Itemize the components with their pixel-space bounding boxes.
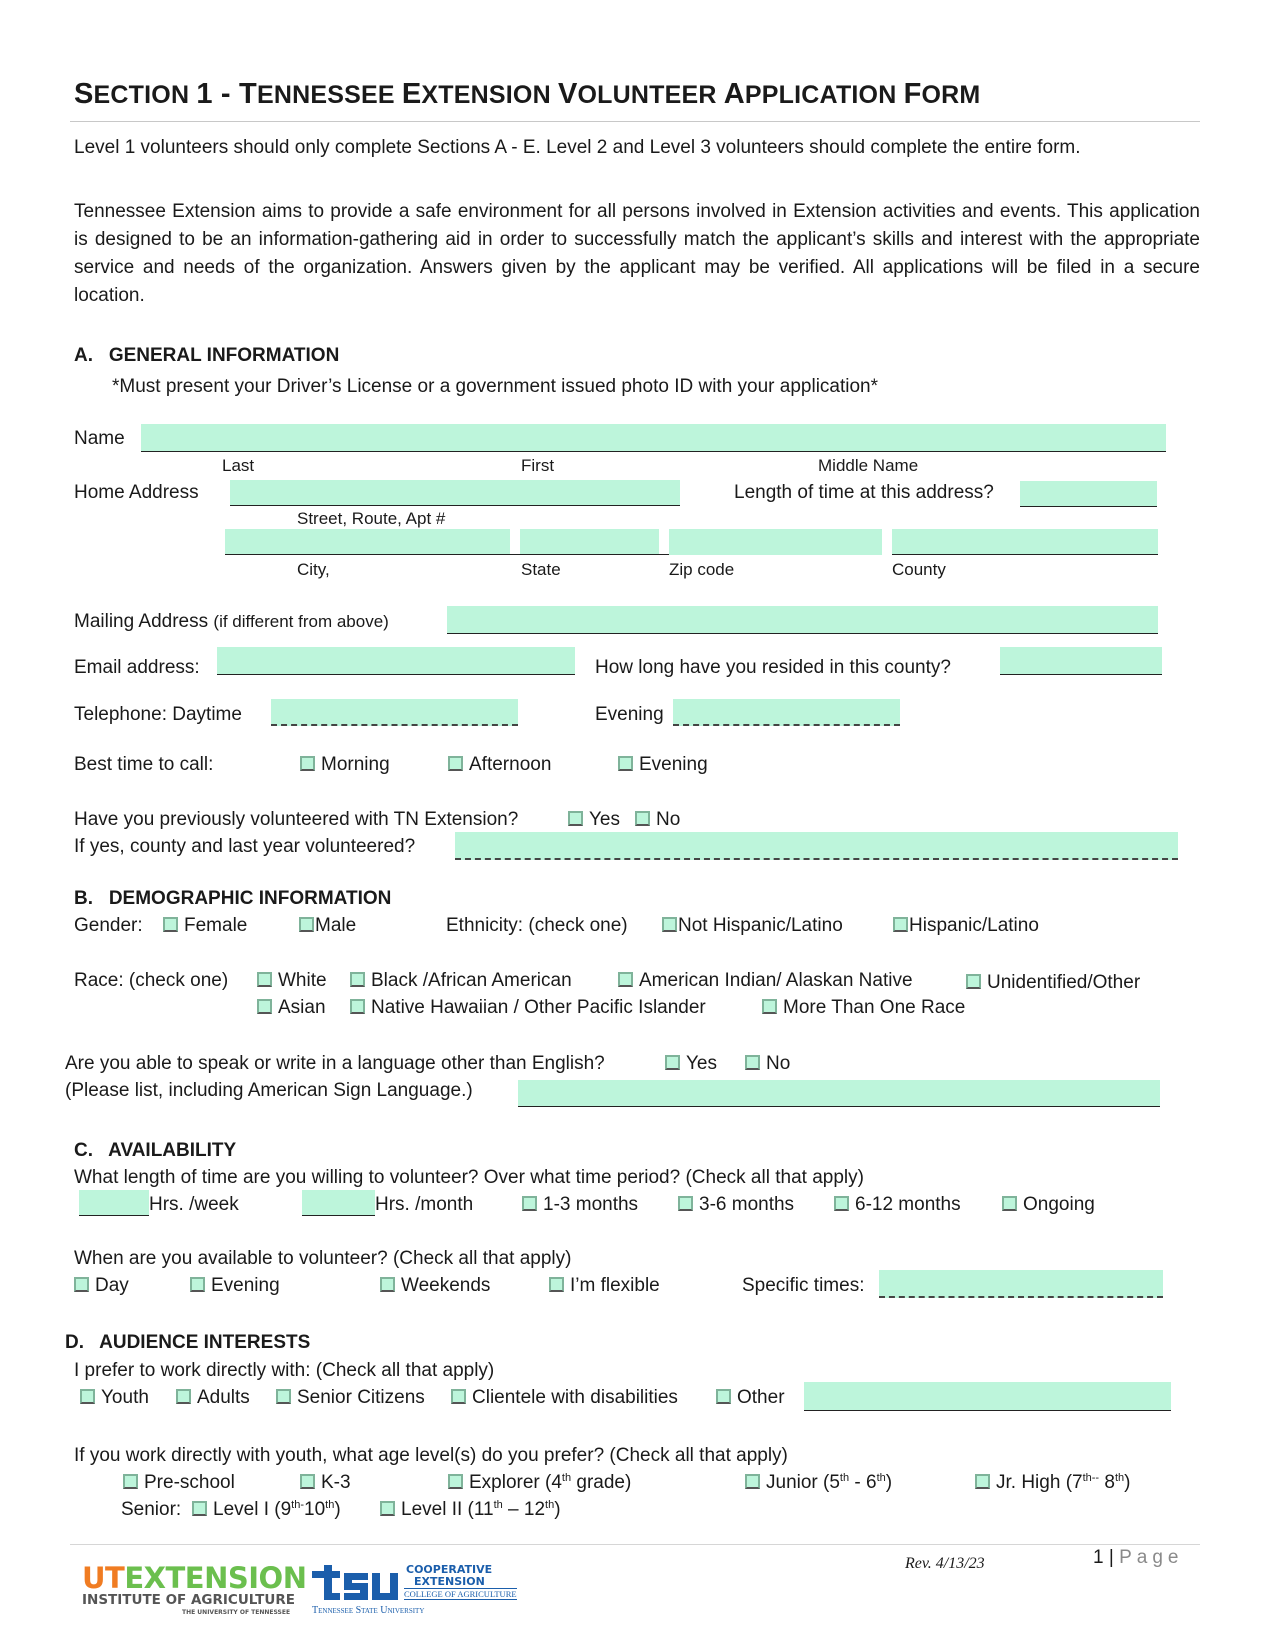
option-label: Morning: [321, 754, 390, 775]
option-label: Evening: [211, 1275, 280, 1296]
checkbox-icon: [618, 756, 633, 771]
option-label: Youth: [101, 1387, 149, 1408]
zip-sublabel: Zip code: [669, 560, 735, 579]
option-label: Yes: [589, 809, 620, 830]
ut-logo-institute: INSTITUTE OF AGRICULTURE: [82, 1592, 295, 1608]
section-a-heading: A. GENERAL INFORMATION: [74, 345, 340, 366]
specific-times-field[interactable]: [879, 1270, 1163, 1298]
checkbox-icon: [618, 972, 633, 987]
available-day-checkbox[interactable]: [74, 1275, 129, 1297]
option-label: 1-3 months: [543, 1194, 639, 1215]
checkbox-icon: [176, 1389, 191, 1404]
available-weekends-checkbox[interactable]: [380, 1275, 490, 1297]
intro-paragraph: Tennessee Extension aims to provide a safe environment for all persons involved in Extension activities and events. This application is designed to be an information-gathering aid in order to successfully match the applicant’s skills and interest with the appropriate service and needs of the organization. Answers given by the applicant may be verified. All applications will be filed in a secure location.: [74, 201, 1200, 306]
language-list-label: (Please list, including American Sign Language.): [65, 1080, 473, 1101]
section-c-heading: C. AVAILABILITY: [74, 1140, 237, 1161]
option-label: Jr. High ($7^{th--}$ 8th): [996, 1472, 1131, 1493]
title-divider: [70, 121, 1200, 122]
phone-evening-field[interactable]: [673, 699, 900, 726]
phone-daytime-label: Telephone: Daytime: [74, 704, 242, 725]
tsu-logo-mark: [310, 1563, 400, 1607]
option-label: Weekends: [401, 1275, 491, 1296]
ut-logo-university: THE UNIVERSITY OF TENNESSEE: [182, 1609, 291, 1616]
ethnicity-label: Ethnicity: (check one): [446, 915, 628, 936]
intro-level-note: Level 1 volunteers should only complete Sections A - E. Level 2 and Level 3 volunteers should complete the entire form.: [74, 137, 1081, 158]
option-label: Not Hispanic/Latino: [678, 915, 843, 936]
hours-per-month-label: Hrs. /month: [375, 1194, 474, 1215]
checkbox-icon: [74, 1277, 89, 1292]
checkbox-icon: [299, 917, 314, 932]
age-preschool-checkbox[interactable]: [123, 1472, 235, 1494]
language-yes-checkbox[interactable]: [665, 1053, 717, 1075]
mailing-note: (if different from above): [213, 612, 389, 631]
name-label: Name: [74, 428, 125, 449]
checkbox-icon: [163, 917, 178, 932]
checkbox-icon: [350, 999, 365, 1014]
revision-date: Rev. 4/13/23: [905, 1555, 985, 1572]
checkbox-icon: [451, 1389, 466, 1404]
prefer-work-question: I prefer to work directly with: (Check all that apply): [74, 1360, 495, 1381]
option-label: Junior (5th - 6th): [766, 1472, 893, 1493]
prefer-adults-checkbox[interactable]: [176, 1387, 250, 1409]
hours-per-week-field[interactable]: [79, 1190, 149, 1216]
period-6-12-months-checkbox[interactable]: [834, 1194, 961, 1216]
checkbox-icon: [834, 1196, 849, 1211]
prefer-youth-checkbox[interactable]: [80, 1387, 149, 1409]
phone-evening-label: Evening: [595, 704, 664, 725]
best-time-afternoon-checkbox[interactable]: [448, 754, 551, 776]
ut-logo-extension: EXTENSION: [124, 1561, 307, 1595]
checkbox-icon: [745, 1474, 760, 1489]
checkbox-icon: [380, 1501, 395, 1516]
street-field[interactable]: [230, 480, 680, 506]
option-label: Level II (11th – 12th): [401, 1499, 561, 1520]
field-gap: [510, 529, 520, 554]
checkbox-icon: [568, 811, 583, 826]
option-label: Adults: [197, 1387, 250, 1408]
gender-male-checkbox[interactable]: [299, 915, 356, 937]
availability-question: When are you available to volunteer? (Check all that apply): [74, 1248, 572, 1269]
period-1-3-months-checkbox[interactable]: [522, 1194, 638, 1216]
checkbox-icon: [549, 1277, 564, 1292]
checkbox-icon: [716, 1389, 731, 1404]
option-label: Pre-school: [144, 1472, 235, 1493]
previous-county-field[interactable]: [455, 832, 1178, 860]
option-label: No: [656, 809, 681, 830]
race-black-checkbox[interactable]: [350, 970, 572, 992]
tsu-logo-college: COLLEGE OF AGRICULTURE: [404, 1589, 517, 1599]
checkbox-icon: [662, 917, 677, 932]
checkbox-icon: [678, 1196, 693, 1211]
period-3-6-months-checkbox[interactable]: [678, 1194, 794, 1216]
option-label: Male: [315, 915, 357, 936]
gender-female-checkbox[interactable]: [163, 915, 247, 937]
checkbox-icon: [80, 1389, 95, 1404]
hours-per-month-field[interactable]: [302, 1190, 375, 1216]
checkbox-icon: [665, 1055, 680, 1070]
checkbox-icon: [380, 1277, 395, 1292]
section-b-heading: B. DEMOGRAPHIC INFORMATION: [74, 888, 392, 909]
option-label: Yes: [686, 1053, 717, 1074]
option-label: Unidentified/Other: [987, 972, 1141, 993]
option-label: Native Hawaiian / Other Pacific Islander: [371, 997, 706, 1018]
option-label: White: [278, 970, 327, 991]
page-number-value: 1: [1093, 1547, 1104, 1568]
ethnicity-hispanic-checkbox[interactable]: [893, 915, 1039, 937]
race-more-than-one-checkbox[interactable]: [762, 997, 965, 1019]
period-ongoing-checkbox[interactable]: [1002, 1194, 1095, 1216]
mailing-label-text: Mailing Address: [74, 611, 209, 632]
option-label: 3-6 months: [699, 1194, 795, 1215]
race-label: Race: (check one): [74, 970, 229, 991]
option-label: Female: [184, 915, 248, 936]
senior-label: Senior:: [121, 1499, 182, 1520]
mailing-address-field[interactable]: [447, 606, 1158, 634]
checkbox-icon: [192, 1501, 207, 1516]
resided-county-label: How long have you resided in this county?: [595, 657, 951, 678]
available-evening-checkbox[interactable]: [190, 1275, 280, 1297]
page-word: Page: [1119, 1547, 1184, 1568]
previous-volunteer-yes-checkbox[interactable]: [568, 809, 620, 831]
previous-county-label: If yes, county and last year volunteered?: [74, 836, 416, 857]
checkbox-icon: [448, 1474, 463, 1489]
gender-label: Gender:: [74, 915, 143, 936]
checkbox-icon: [745, 1055, 760, 1070]
senior-level-2-checkbox[interactable]: [380, 1499, 561, 1521]
previous-volunteer-no-checkbox[interactable]: [635, 809, 680, 831]
page-separator: |: [1103, 1547, 1120, 1568]
option-label: K-3: [321, 1472, 351, 1493]
checkbox-icon: [522, 1196, 537, 1211]
resided-county-field[interactable]: [1000, 647, 1162, 675]
option-label: More Than One Race: [783, 997, 966, 1018]
prefer-disabilities-checkbox[interactable]: [451, 1387, 678, 1409]
field-gap: [659, 529, 669, 554]
email-label: Email address:: [74, 657, 200, 678]
ut-extension-logo: [82, 1561, 307, 1616]
checkbox-icon: [123, 1474, 138, 1489]
option-label: Explorer (4th grade): [469, 1472, 632, 1493]
option-label: Hispanic/Latino: [909, 915, 1039, 936]
length-at-address-field[interactable]: [1020, 481, 1157, 507]
best-time-morning-checkbox[interactable]: [300, 754, 390, 776]
checkbox-icon: [448, 756, 463, 771]
checkbox-icon: [300, 1474, 315, 1489]
city-sublabel: City,: [297, 560, 330, 579]
race-american-indian-checkbox[interactable]: [618, 970, 913, 992]
city-field[interactable]: [225, 529, 716, 555]
best-time-evening-checkbox[interactable]: [618, 754, 708, 776]
senior-level-1-checkbox[interactable]: [192, 1499, 341, 1521]
language-no-checkbox[interactable]: [745, 1053, 790, 1075]
phone-daytime-field[interactable]: [271, 699, 518, 726]
checkbox-icon: [190, 1277, 205, 1292]
tsu-logo-cooperative: COOPERATIVE: [406, 1563, 493, 1576]
checkbox-icon: [276, 1389, 291, 1404]
option-label: 6-12 months: [855, 1194, 961, 1215]
name-field[interactable]: [141, 424, 1166, 452]
checkbox-icon: [350, 972, 365, 987]
option-label: Ongoing: [1023, 1194, 1095, 1215]
age-junior-checkbox[interactable]: [745, 1472, 892, 1494]
ut-logo-mark: UT: [82, 1561, 125, 1595]
street-sublabel: Street, Route, Apt #: [297, 509, 446, 528]
state-sublabel: State: [521, 560, 561, 579]
checkbox-icon: [300, 756, 315, 771]
option-label: Other: [737, 1387, 785, 1408]
checkbox-icon: [635, 811, 650, 826]
option-label: I’m flexible: [570, 1275, 660, 1296]
option-label: Black /African American: [371, 970, 572, 991]
race-white-checkbox[interactable]: [257, 970, 327, 992]
county-sublabel: County: [892, 560, 946, 579]
email-field[interactable]: [217, 647, 575, 675]
race-unidentified-checkbox[interactable]: [966, 972, 1140, 994]
option-label: Clientele with disabilities: [472, 1387, 678, 1408]
available-flexible-checkbox[interactable]: [549, 1275, 660, 1297]
checkbox-icon: [975, 1474, 990, 1489]
first-name-sublabel: First: [521, 456, 555, 475]
option-label: Evening: [639, 754, 708, 775]
home-address-label: Home Address: [74, 482, 199, 503]
tsu-cooperative-extension-logo: [310, 1563, 520, 1619]
prefer-senior-citizens-checkbox[interactable]: [276, 1387, 425, 1409]
mailing-address-label: [74, 611, 389, 633]
photo-id-note: *Must present your Driver’s License or a government issued photo ID with your application*: [112, 376, 879, 397]
section-d-heading: D. AUDIENCE INTERESTS: [65, 1332, 311, 1353]
age-k3-checkbox[interactable]: [300, 1472, 351, 1494]
checkbox-icon: [893, 917, 908, 932]
field-gap: [882, 529, 892, 554]
specific-times-label: Specific times:: [742, 1275, 865, 1296]
page-number: [1093, 1547, 1183, 1569]
last-name-sublabel: Last: [222, 456, 255, 475]
checkbox-icon: [257, 972, 272, 987]
tsu-logo-university: Tennessee State University: [312, 1605, 425, 1616]
ethnicity-not-hispanic-checkbox[interactable]: [662, 915, 843, 937]
checkbox-icon: [966, 974, 981, 989]
prefer-other-field[interactable]: [804, 1382, 1171, 1411]
race-asian-checkbox[interactable]: [257, 997, 326, 1019]
option-label: American Indian/ Alaskan Native: [639, 970, 913, 991]
volunteer-length-question: What length of time are you willing to volunteer? Over what time period? (Check all that apply): [74, 1167, 864, 1188]
county-field[interactable]: [892, 529, 1158, 555]
hours-per-week-label: Hrs. /week: [149, 1194, 239, 1215]
age-jr-high-checkbox[interactable]: [975, 1472, 1130, 1494]
length-at-address-label: Length of time at this address?: [734, 482, 994, 503]
checkbox-icon: [257, 999, 272, 1014]
previous-volunteer-label: Have you previously volunteered with TN Extension?: [74, 809, 519, 830]
page-title: SECTION 1 - TENNESSEE EXTENSION VOLUNTEER APPLICATION FORM: [74, 78, 981, 110]
age-explorer-checkbox[interactable]: [448, 1472, 631, 1494]
best-time-label: Best time to call:: [74, 754, 214, 775]
checkbox-icon: [762, 999, 777, 1014]
option-label: Asian: [278, 997, 326, 1018]
race-native-hawaiian-checkbox[interactable]: [350, 997, 706, 1019]
option-label: Afternoon: [469, 754, 552, 775]
prefer-other-checkbox[interactable]: [716, 1387, 785, 1409]
footer-divider: [70, 1544, 1200, 1545]
youth-age-question: If you work directly with youth, what age level(s) do you prefer? (Check all that apply): [74, 1445, 788, 1466]
language-question: Are you able to speak or write in a language other than English?: [65, 1053, 605, 1074]
middle-name-sublabel: Middle Name: [818, 456, 919, 475]
tsu-logo-extension: EXTENSION: [414, 1575, 485, 1588]
zip-field[interactable]: [669, 529, 882, 555]
option-label: Level I $(9^{th-}10th)$: [213, 1499, 341, 1520]
option-label: Day: [95, 1275, 129, 1296]
option-label: Senior Citizens: [297, 1387, 425, 1408]
checkbox-icon: [1002, 1196, 1017, 1211]
option-label: No: [766, 1053, 791, 1074]
language-list-field[interactable]: [518, 1080, 1160, 1107]
